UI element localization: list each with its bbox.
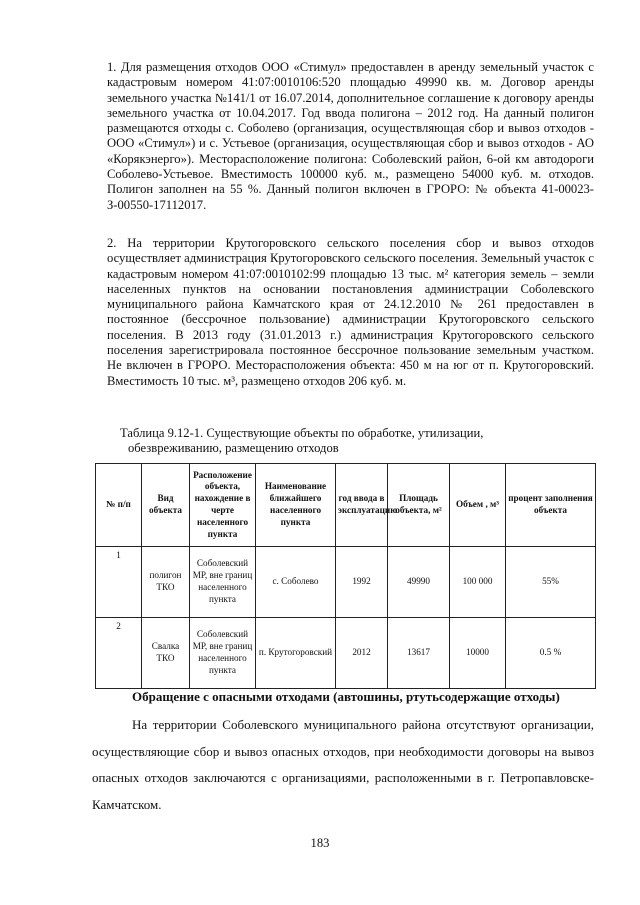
cell-object-type: полигон ТКО [142, 547, 190, 618]
paragraph-2-text: 2. На территории Крутогоровского сельского поселения сбор и вывоз отходов осуществляет администрация Крутогоровского сельского поселения. Земельный участок с кадастровым номером 41:07:0010102:99 площадью 13 тыс. м² категория земель – земли населенных пунктов на основании постановления администрации Соболевского муниципального района Камчатского края от 24.12.2010 № 261 предоставлен в постоянное (бессрочное пользование) администрации Крутогоровского сельского поселения. В 2013 году (31.01.2013 г.) администрация Крутогоровского сельского поселения зарегистрировала постоянное бессрочное пользование земельным участком. Не включен в ГРОРО. Месторасположения объекта: 450 м на юг от п. Крутогоровский. Вместимость 10 тыс. м³, размещено отходов 206 куб. м. [107, 236, 594, 388]
header-object-type: Вид объекта [142, 464, 190, 547]
paragraph-stimul-landfill [107, 60, 594, 213]
paragraph-krutogorovo-dump [107, 236, 594, 389]
cell-volume: 100 000 [450, 547, 506, 618]
cell-area: 13617 [388, 618, 450, 689]
table-caption-line1: Таблица 9.12-1. Существующие объекты по обработке, утилизации, [120, 426, 484, 440]
table-row [96, 618, 596, 689]
cell-fill-percent: 55% [506, 547, 596, 618]
header-year: год ввода в эксплуатацию [336, 464, 388, 547]
cell-volume: 10000 [450, 618, 506, 689]
header-nearest-settlement: Наименование ближайшего населенного пункта [256, 464, 336, 547]
waste-objects-table [95, 463, 596, 689]
table-header-row [96, 464, 596, 547]
header-fill-percent: процент заполнения объекта [506, 464, 596, 547]
cell-nearest-settlement: п. Крутогоровский [256, 618, 336, 689]
header-location: Расположение объекта, нахождение в черте населенного пункта [190, 464, 256, 547]
page-number: 183 [310, 836, 330, 850]
table-caption [120, 426, 590, 456]
cell-number: 1 [96, 547, 142, 618]
cell-area: 49990 [388, 547, 450, 618]
cell-nearest-settlement: с. Соболево [256, 547, 336, 618]
cell-fill-percent: 0.5 % [506, 618, 596, 689]
table-row [96, 547, 596, 618]
header-number: № п/п [96, 464, 142, 547]
section-body-text: На территории Соболевского муниципального района отсутствуют организации, осуществляющие сбор и вывоз опасных отходов, при необходимости договоры на вывоз опасных отходов заключаются с организациями, расположенными в г. Петропавловске-Камчатском. [92, 717, 594, 812]
cell-object-type: Свалка ТКО [142, 618, 190, 689]
header-volume: Объем , м³ [450, 464, 506, 547]
cell-location: Соболевский МР, вне границ населенного пункта [190, 618, 256, 689]
cell-number: 2 [96, 618, 142, 689]
cell-location: Соболевский МР, вне границ населенного пункта [190, 547, 256, 618]
table-caption-line2: обезвреживанию, размещению отходов [128, 441, 339, 455]
cell-year: 1992 [336, 547, 388, 618]
cell-year: 2012 [336, 618, 388, 689]
header-area: Площадь объекта, м² [388, 464, 450, 547]
paragraph-1-text: 1. Для размещения отходов ООО «Стимул» предоставлен в аренду земельный участок с кадастровым номером 41:07:0010106:520 площадью 49990 кв. м. Договор аренды земельного участка №141/1 от 16.07.2014, дополнительное соглашение к договору аренды земельного участка от 10.04.2017. Год ввода полигона – 2012 год. На данный полигон размещаются отходы с. Соболево (организация, осуществляющая сбор и вывоз отходов - ООО «Стимул») и с. Устьевое (организация, осуществляющая сбор и вывоз отходов - АО «Корякэнерго»). Месторасположение полигона: Соболевский район, 6-ой км автодороги Соболево-Устьевое. Вместимость 100000 куб. м., размещено 54000 куб. м. отходов. Полигон заполнен на 55 %. Данный полигон включен в ГРОРО: № объекта 41-00023-З-00550-17112017. [107, 60, 594, 212]
section-heading-hazardous-waste: Обращение с опасными отходами (автошины, ртутьсодержащие отходы) [132, 689, 560, 704]
